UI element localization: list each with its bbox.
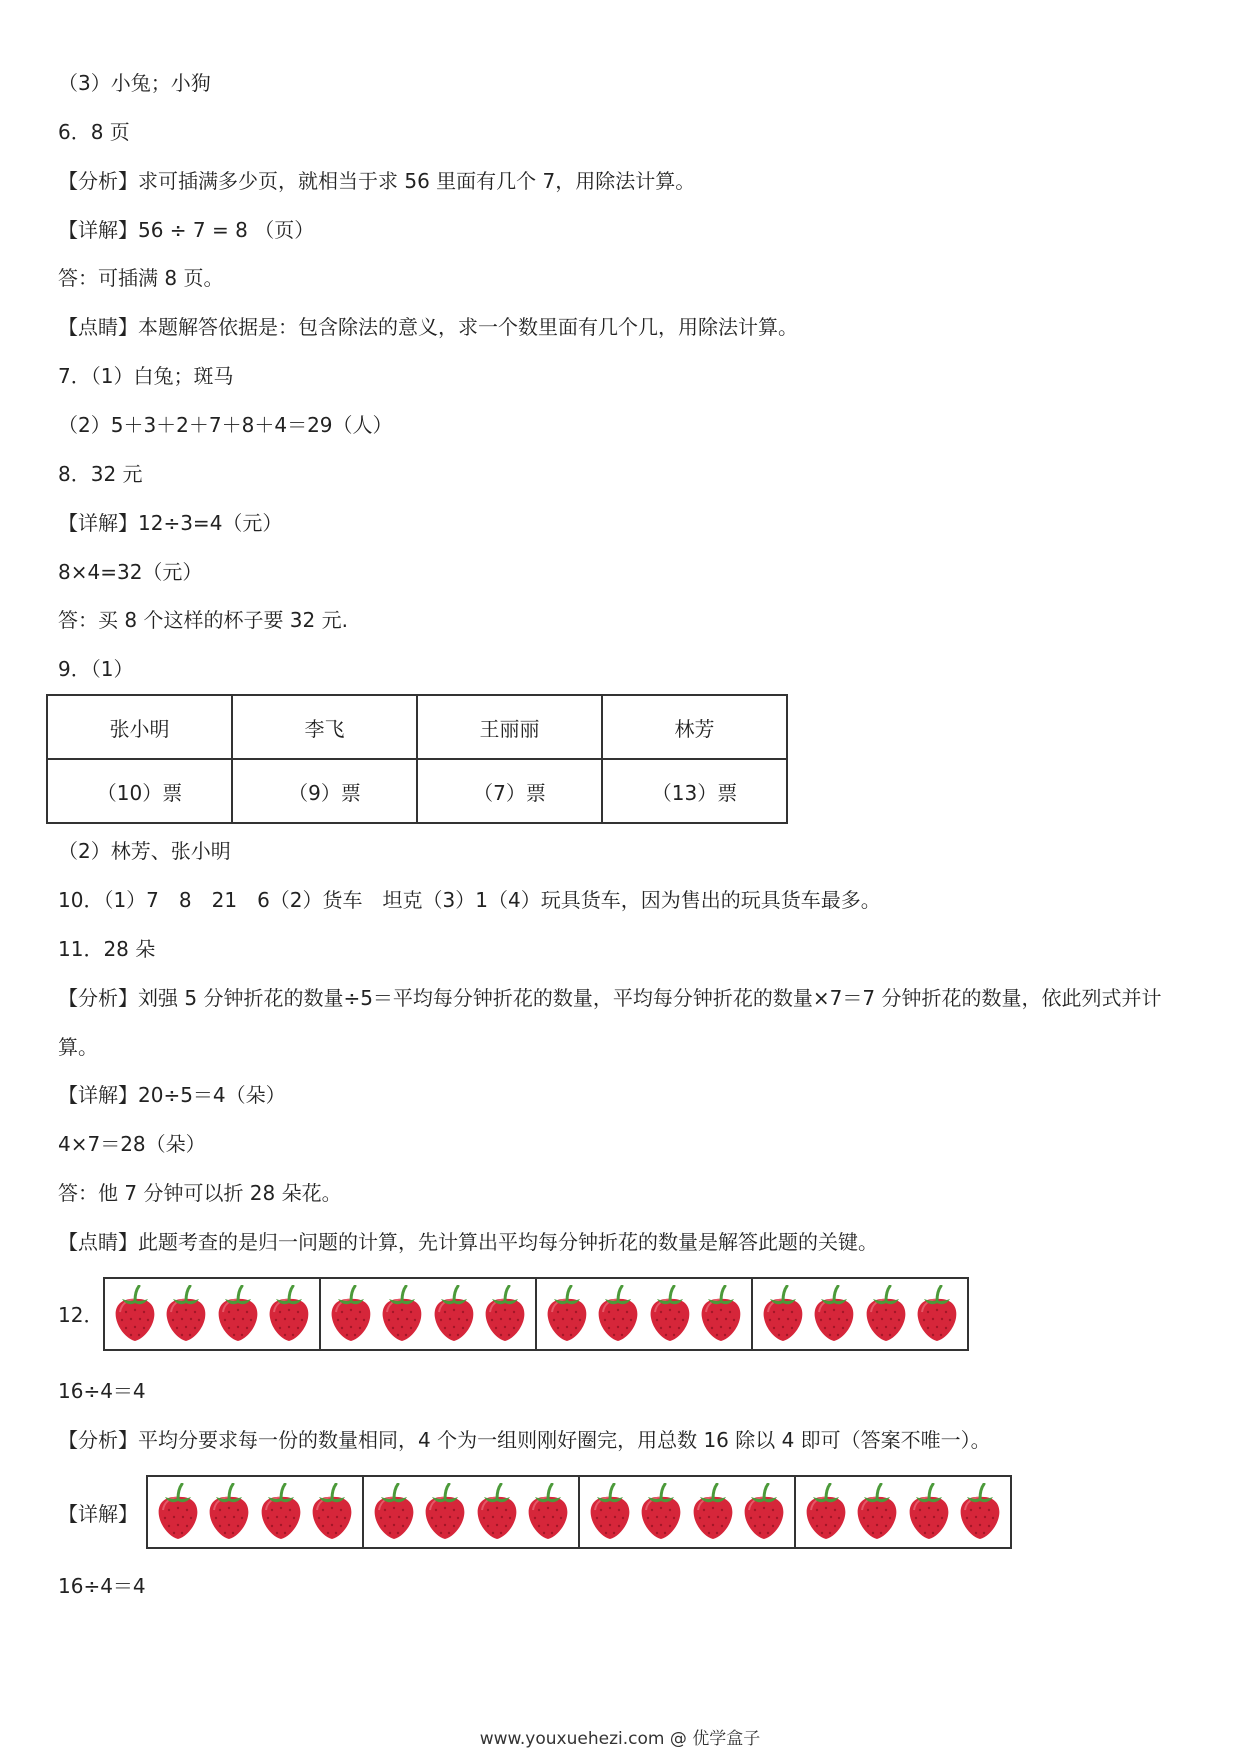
strawberry-groups-detail [146, 1475, 1012, 1549]
strawberry-group [537, 1279, 753, 1349]
vote-table-names-row [47, 695, 787, 759]
q12-analysis: 【分析】平均分要求每一份的数量相同，4 个为一组则刚好圈完，用总数 16 除以 4 即可（答案不唯一）。 [58, 1428, 991, 1452]
vote-table-name: 王丽丽 [417, 695, 602, 759]
q11-analysis: 【分析】刘强 5 分钟折花的数量÷5＝平均每分钟折花的数量，平均每分钟折花的数量×7＝7 分钟折花的数量，依此列式并计算。 [58, 986, 1162, 1059]
strawberry-icon [155, 1483, 201, 1541]
strawberry-icon [760, 1285, 806, 1343]
strawberry-icon [431, 1285, 477, 1343]
strawberry-group [580, 1477, 796, 1547]
strawberry-group [321, 1279, 537, 1349]
q12-detail-label: 【详解】 [58, 1502, 138, 1526]
vote-table-name: 林芳 [602, 695, 787, 759]
strawberry-icon [474, 1483, 520, 1541]
vote-table [46, 694, 788, 824]
q3-answer: （3）小兔；小狗 [58, 71, 211, 95]
q9-part2: （2）林芳、张小明 [58, 839, 231, 863]
q11-detail: 【详解】20÷5＝4（朵） [58, 1083, 286, 1107]
q12-equation-2: 16÷4＝4 [58, 1574, 146, 1598]
strawberry-group [148, 1477, 364, 1547]
strawberry-icon [422, 1483, 468, 1541]
q8-reply: 答：买 8 个这样的杯子要 32 元. [58, 608, 348, 632]
q12-equation: 16÷4＝4 [58, 1379, 146, 1403]
strawberry-icon [638, 1483, 684, 1541]
q6-answer: 6．8 页 [58, 120, 130, 144]
q8-step2: 8×4=32（元） [58, 560, 203, 584]
strawberry-group [753, 1279, 967, 1349]
strawberry-icon [957, 1483, 1003, 1541]
vote-table-name: 张小明 [47, 695, 232, 759]
strawberry-group [364, 1477, 580, 1547]
strawberry-groups-top [103, 1277, 969, 1351]
strawberry-group [105, 1279, 321, 1349]
strawberry-icon [206, 1483, 252, 1541]
strawberry-icon [811, 1285, 857, 1343]
strawberry-icon [647, 1285, 693, 1343]
q6-analysis: 【分析】求可插满多少页，就相当于求 56 里面有几个 7，用除法计算。 [58, 169, 696, 193]
strawberry-icon [595, 1285, 641, 1343]
strawberry-icon [803, 1483, 849, 1541]
q7-part1: 7．（1）白兔；斑马 [58, 364, 234, 388]
strawberry-icon [309, 1483, 355, 1541]
strawberry-icon [906, 1483, 952, 1541]
vote-table-count: （10）票 [47, 759, 232, 823]
q11-answer: 11．28 朵 [58, 937, 156, 961]
vote-table-name: 李飞 [232, 695, 417, 759]
vote-table-count: （13）票 [602, 759, 787, 823]
strawberry-icon [328, 1285, 374, 1343]
strawberry-icon [587, 1483, 633, 1541]
vote-table-count: （9）票 [232, 759, 417, 823]
strawberry-group [796, 1477, 1010, 1547]
q6-reply: 答：可插满 8 页。 [58, 266, 224, 290]
vote-table-votes-row [47, 759, 787, 823]
strawberry-icon [371, 1483, 417, 1541]
q11-reply: 答：他 7 分钟可以折 28 朵花。 [58, 1181, 342, 1205]
vote-table-count: （7）票 [417, 759, 602, 823]
q7-part2: （2）5＋3＋2＋7＋8＋4＝29（人） [58, 413, 393, 437]
q9-part1: 9．（1） [58, 657, 134, 681]
strawberry-icon [863, 1285, 909, 1343]
strawberry-icon [482, 1285, 528, 1343]
strawberry-icon [258, 1483, 304, 1541]
strawberry-icon [163, 1285, 209, 1343]
strawberry-icon [914, 1285, 960, 1343]
q6-detail: 【详解】56 ÷ 7 = 8 （页） [58, 218, 315, 242]
q6-comment: 【点睛】本题解答依据是：包含除法的意义，求一个数里面有几个几，用除法计算。 [58, 315, 798, 339]
strawberry-icon [854, 1483, 900, 1541]
strawberry-icon [266, 1285, 312, 1343]
q8-answer: 8．32 元 [58, 462, 143, 486]
strawberry-icon [379, 1285, 425, 1343]
q10-answer: 10．（1）7 8 21 6（2）货车 坦克（3）1（4）玩具货车，因为售出的玩具货车最多。 [58, 888, 881, 912]
q8-detail: 【详解】12÷3=4（元） [58, 511, 283, 535]
strawberry-icon [690, 1483, 736, 1541]
q11-comment: 【点睛】此题考查的是归一问题的计算，先计算出平均每分钟折花的数量是解答此题的关键。 [58, 1230, 878, 1254]
strawberry-icon [525, 1483, 571, 1541]
q12-label: 12． [58, 1303, 104, 1327]
strawberry-icon [112, 1285, 158, 1343]
strawberry-icon [544, 1285, 590, 1343]
q11-step2: 4×7＝28（朵） [58, 1132, 206, 1156]
strawberry-icon [698, 1285, 744, 1343]
strawberry-icon [741, 1483, 787, 1541]
strawberry-icon [215, 1285, 261, 1343]
page-footer: www.youxuehezi.com @ 优学盒子 [479, 1729, 761, 1749]
